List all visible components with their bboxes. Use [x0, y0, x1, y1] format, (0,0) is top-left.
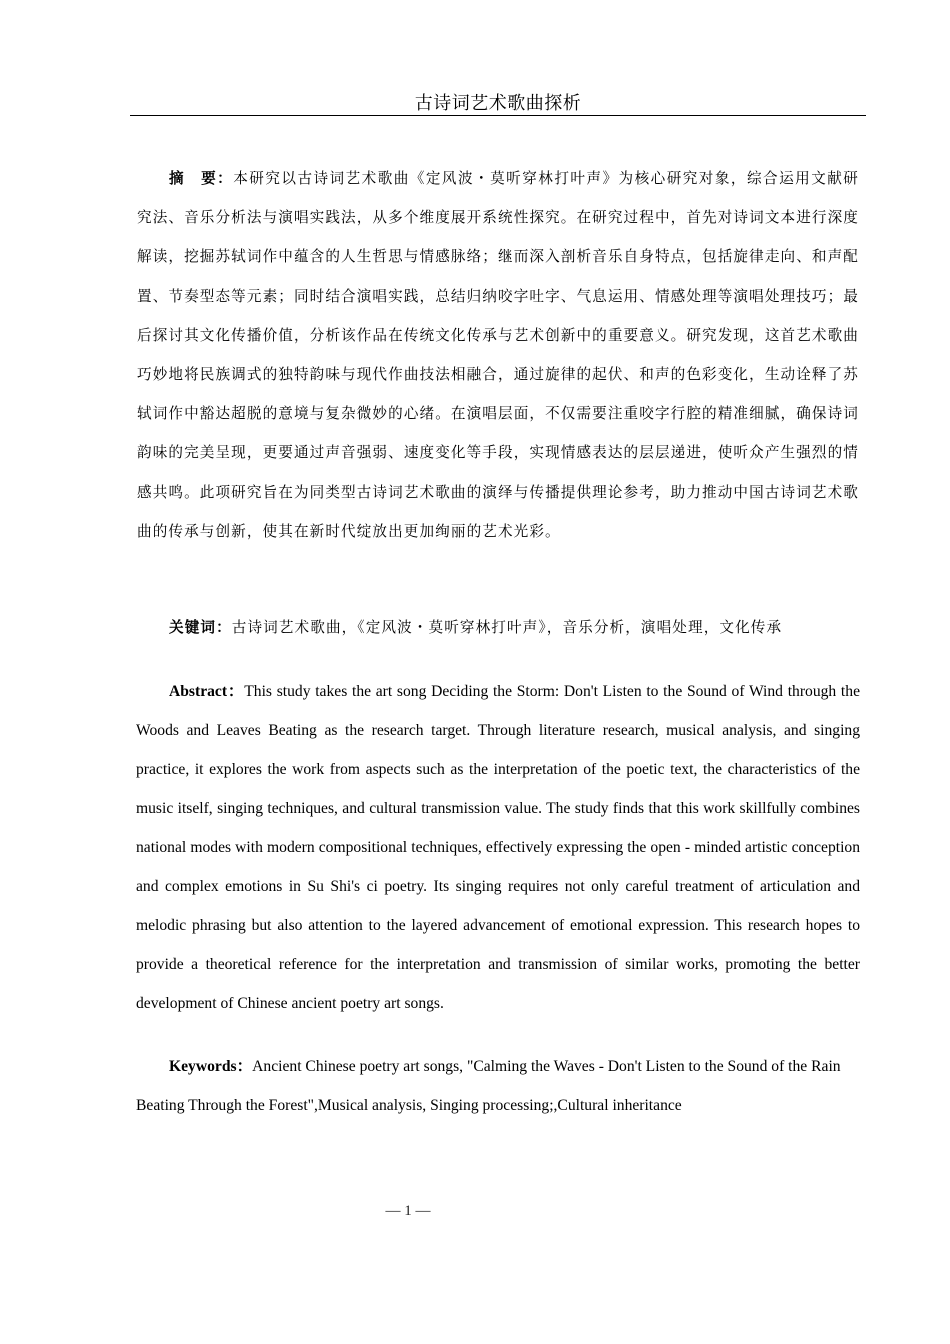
english-abstract-label: Abstract：	[169, 683, 245, 700]
page-number: — 1 —	[385, 1203, 431, 1219]
english-abstract-text: This study takes the art song Deciding the Storm: Don't Listen to the Sound of Wind through the Woods and Leaves Beating as the research target. Through literature research, musical analysis, and singing practice, it explores the work from aspects such as the interpretation of the poetic text, the characteristics of the music itself, singing techniques, and cultural transmission value. The study finds that this work skillfully combines national modes with modern compositional techniques, effectively expressing the open - minded artistic conception and complex emotions in Su Shi's ci poetry. Its singing requires not only careful treatment of articulation and melodic phrasing but also attention to the layered advancement of emotional expression. This research hopes to provide a theoretical reference for the interpretation and transmission of similar works, promoting the better development of Chinese ancient poetry art songs.	[136, 683, 860, 1012]
chinese-abstract	[137, 159, 859, 551]
chinese-keywords-label: 关键词：	[169, 619, 232, 636]
english-keywords-label: Keywords：	[169, 1058, 253, 1075]
english-keywords	[136, 1047, 860, 1125]
chinese-abstract-text: 本研究以古诗词艺术歌曲《定风波・莫听穿林打叶声》为核心研究对象，综合运用文献研究法、音乐分析法与演唱实践法，从多个维度展开系统性探究。在研究过程中，首先对诗词文本进行深度解读，挖掘苏轼词作中蕴含的人生哲思与情感脉络；继而深入剖析音乐自身特点，包括旋律走向、和声配置、节奏型态等元素；同时结合演唱实践，总结归纳咬字吐字、气息运用、情感处理等演唱处理技巧；最后探讨其文化传播价值，分析该作品在传统文化传承与艺术创新中的重要意义。研究发现，这首艺术歌曲巧妙地将民族调式的独特韵味与现代作曲技法相融合，通过旋律的起伏、和声的色彩变化，生动诠释了苏轼词作中豁达超脱的意境与复杂微妙的心绪。在演唱层面，不仅需要注重咬字行腔的精准细腻，确保诗词韵味的完美呈现，更要通过声音强弱、速度变化等手段，实现情感表达的层层递进，使听众产生强烈的情感共鸣。此项研究旨在为同类型古诗词艺术歌曲的演绎与传播提供理论参考，助力推动中国古诗词艺术歌曲的传承与创新，使其在新时代绽放出更加绚丽的艺术光彩。	[137, 170, 859, 540]
english-abstract	[136, 672, 860, 1023]
chinese-keywords	[137, 611, 859, 645]
header-rule	[130, 115, 866, 116]
running-header-title: 古诗词艺术歌曲探析	[414, 93, 582, 114]
english-keywords-text: Ancient Chinese poetry art songs, "Calming the Waves - Don't Listen to the Sound of the Rain Beating Through the Forest",Musical analysis, Singing processing;,Cultural inheritance	[136, 1058, 841, 1114]
chinese-abstract-label: 摘 要：	[169, 170, 234, 187]
chinese-keywords-text: 古诗词艺术歌曲，《定风波・莫听穿林打叶声》，音乐分析，演唱处理，文化传承	[231, 619, 783, 636]
